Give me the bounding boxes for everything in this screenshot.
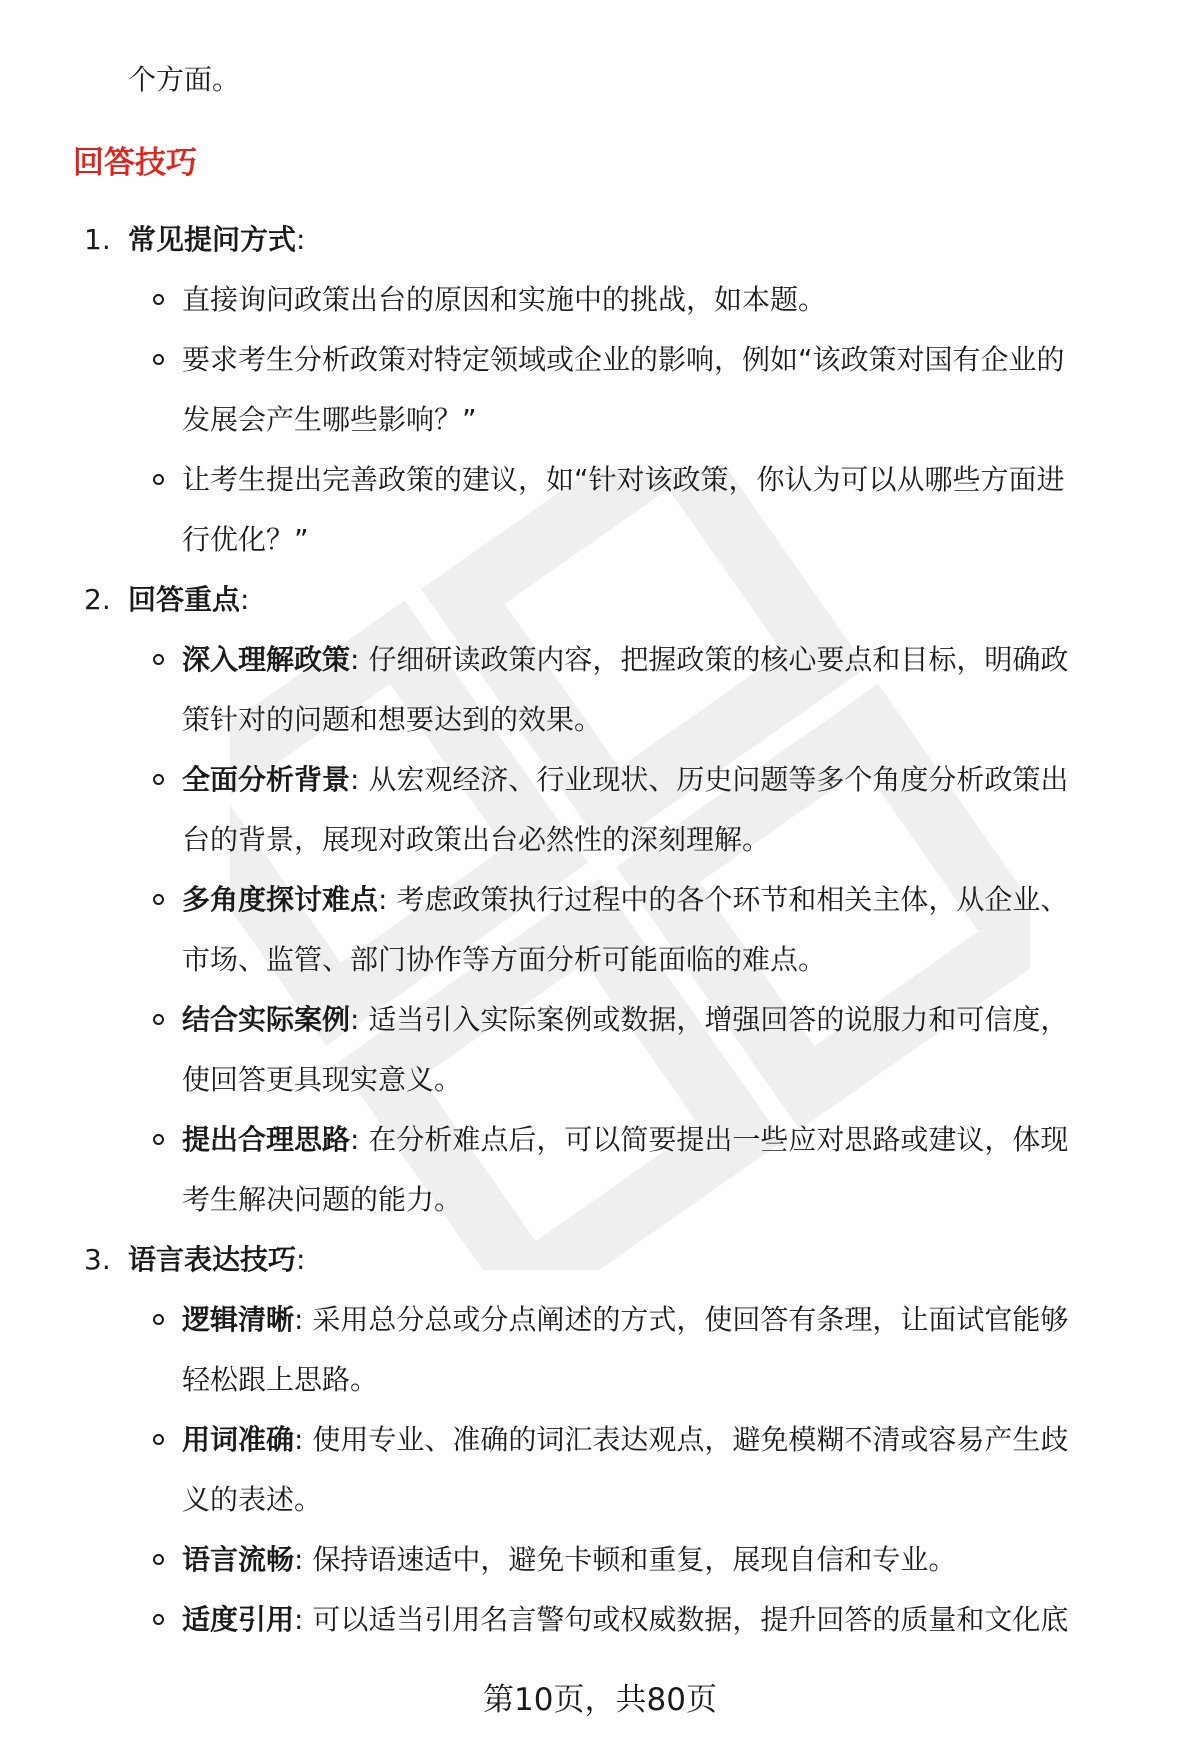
bullet-line: 适度引用: 可以适当引用名言警句或权威数据，提升回答的质量和文化底 [182, 1603, 1069, 1636]
bullet-line: 市场、监管、部门协作等方面分析可能面临的难点。 [182, 943, 827, 976]
section-heading: 回答技巧 [73, 145, 197, 181]
bullet-icon [153, 354, 164, 365]
bullet-icon [153, 1554, 164, 1565]
bullet-line: 语言流畅: 保持语速适中，避免卡顿和重复，展现自信和专业。 [182, 1543, 957, 1576]
bullet-line: 结合实际案例: 适当引入实际案例或数据，增强回答的说服力和可信度， [182, 1003, 1069, 1036]
bullet-line: 义的表述。 [182, 1483, 323, 1516]
bullet-line: 轻松跟上思路。 [182, 1363, 379, 1396]
bullet-line: 用词准确: 使用专业、准确的词汇表达观点，避免模糊不清或容易产生歧 [182, 1423, 1069, 1456]
bullet-icon [153, 474, 164, 485]
bullet-icon [153, 774, 164, 785]
item-number: 2. [84, 583, 111, 616]
bullet-line: 台的背景，展现对政策出台必然性的深刻理解。 [182, 823, 771, 856]
bullet-line: 考生解决问题的能力。 [182, 1183, 463, 1216]
page-footer: 第10页，共80页 [483, 1682, 717, 1718]
bullet-line: 发展会产生哪些影响？” [182, 403, 477, 436]
bullet-icon [153, 1434, 164, 1445]
item-title: 常见提问方式: [128, 223, 306, 256]
item-number: 3. [84, 1243, 111, 1276]
bullet-line: 策针对的问题和想要达到的效果。 [182, 703, 603, 736]
bullet-line: 要求考生分析政策对特定领域或企业的影响，例如“该政策对国有企业的 [182, 343, 1065, 376]
bullet-icon [153, 1014, 164, 1025]
bullet-icon [153, 1134, 164, 1145]
bullet-line: 让考生提出完善政策的建议，如“针对该政策，你认为可以从哪些方面进 [182, 463, 1065, 496]
bullet-icon [153, 894, 164, 905]
bullet-icon [153, 1614, 164, 1625]
item-number: 1. [84, 223, 111, 256]
bullet-line: 多角度探讨难点: 考虑政策执行过程中的各个环节和相关主体，从企业、 [182, 883, 1069, 916]
bullet-line: 使回答更具现实意义。 [182, 1063, 463, 1096]
bullet-line: 深入理解政策: 仔细研读政策内容，把握政策的核心要点和目标，明确政 [182, 643, 1069, 676]
bullet-icon [153, 654, 164, 665]
bullet-icon [153, 1314, 164, 1325]
bullet-line: 提出合理思路: 在分析难点后，可以简要提出一些应对思路或建议，体现 [182, 1123, 1069, 1156]
bullet-line: 逻辑清晰: 采用总分总或分点阐述的方式，使回答有条理，让面试官能够 [182, 1303, 1069, 1336]
bullet-line: 行优化？” [182, 523, 309, 556]
bullet-line: 直接询问政策出台的原因和实施中的挑战，如本题。 [182, 283, 827, 316]
continuation-text: 个方面。 [128, 63, 241, 96]
bullet-line: 全面分析背景: 从宏观经济、行业现状、历史问题等多个角度分析政策出 [182, 763, 1069, 796]
item-title: 语言表达技巧: [128, 1243, 306, 1276]
bullet-icon [153, 294, 164, 305]
item-title: 回答重点: [128, 583, 250, 616]
